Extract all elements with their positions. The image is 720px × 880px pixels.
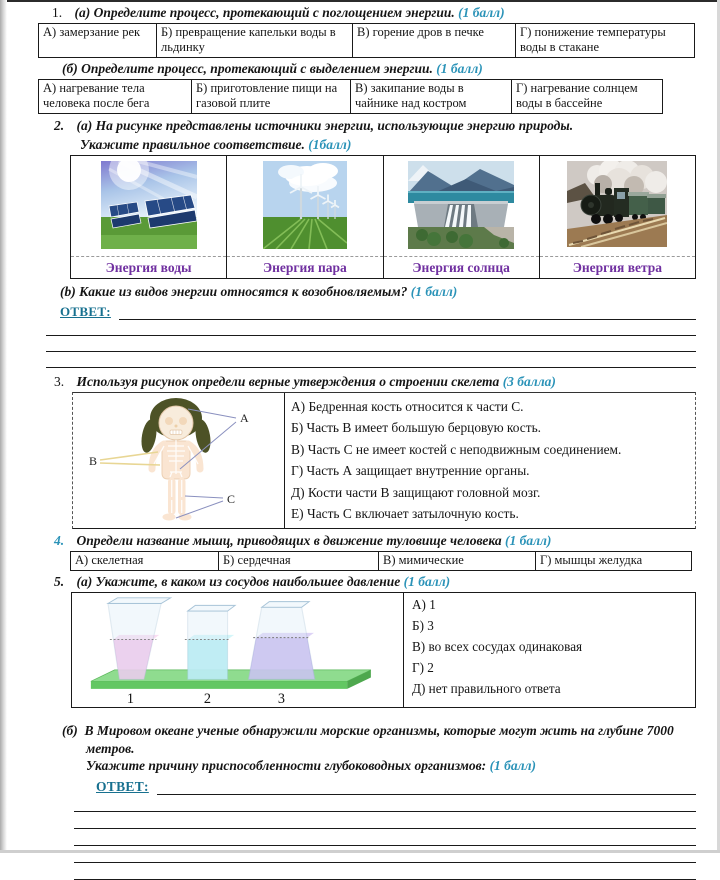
q1a-option-g: Г) понижение температуры воды в стакане [516,24,695,58]
question-2b-title: (b) Какие из видов энергии относятся к возобновляемым? [60,283,408,299]
question-2a-header [54,118,696,134]
vessels-image [77,594,399,706]
train-image-wrap [567,156,667,256]
question-5b-line2 [86,740,696,758]
q1a-option-b: Б) превращение капельки воды в льдинку [157,24,353,58]
skeleton-options-cell [285,393,695,528]
q4-option-g: Г) мышцы желудка [536,552,692,571]
q3-option-v: В) Часть С не имеет костей с неподвижным соединением. [291,441,622,457]
q4-option-b: Б) сердечная [219,552,379,571]
energy-label-4: Энергия ветра [540,256,695,278]
question-2-number: 2. [54,118,65,134]
dam-image-wrap [408,156,514,256]
energy-label-3: Энергия солнца [384,256,539,278]
question-2b-header [60,284,696,300]
hydro-dam-image [408,161,514,249]
question-5b-line1 [62,722,696,740]
q5b-answer-label: ОТВЕТ: [96,778,149,794]
question-2a-title-line1: (а) На рисунке представлены источники энергии, использующие энергию природы. [76,118,574,134]
scan-edge-top [0,0,720,2]
q3-option-e: Е) Часть С включает затылочную кость. [291,506,519,522]
question-2a-subtitle [80,137,696,153]
question-2a-title-line2: Укажите правильное соответствие. [80,136,305,152]
question-1b-score: (1 балл) [436,61,483,77]
q2b-answer-row [60,304,696,320]
energy-cell-4 [540,156,695,278]
q5b-answer-line-1 [157,781,696,795]
question-5b-text1: В Мировом океане ученые обнаружили морские организмы, которые могут жить на глубине 7000 [84,723,674,739]
question-5b-text2: метров. [86,740,135,756]
wind-turbines-image [263,161,347,249]
q5b-answer-row [96,779,696,795]
q1b-option-b: Б) приготовление пищи на газовой плите [192,80,351,114]
question-5a-title: (а) Укажите, в каком из сосудов наибольшее давление [76,574,401,590]
q4-option-v: В) мимические [379,552,536,571]
energy-cell-1 [71,156,227,278]
question-1a-header [52,5,696,21]
q2b-answer-line-4 [46,352,696,368]
energy-sources-table [70,155,696,279]
question-5b-line3 [86,757,696,775]
question-3-title: Используя рисунок определи верные утверждения о строении скелета [76,373,500,389]
q3-option-b: Б) Часть В имеет большую берцовую кость. [291,420,542,436]
q1b-option-a: А) нагревание тела человека после бега [39,80,192,114]
energy-cell-2 [227,156,383,278]
q3-option-a: А) Бедренная кость относится к части С. [291,398,524,414]
q5b-answer-line-3 [74,812,696,829]
q1a-option-v: В) горение дров в печке [353,24,516,58]
q5b-answer-line-2 [74,795,696,812]
question-1-number: 1. [52,5,63,20]
q3-option-d: Д) Кости части В защищают головной мозг. [291,484,541,500]
question-5b-text3: Укажите причину приспособленности глубоководных организмов: [86,758,487,774]
skeleton-figure-cell [73,393,285,528]
wind-image-wrap [263,156,347,256]
steam-train-image [567,161,667,247]
question-3-number: 3. [54,373,65,389]
vessels-question-box [71,592,696,708]
q5b-answer-line-6 [74,863,696,880]
question-5a-score: (1 балл) [403,574,451,590]
question-3-header [54,374,696,390]
question-3-score: (3 балла) [502,373,556,389]
question-2b-score: (1 балл) [410,283,458,299]
question-1b-options-table [38,79,663,114]
question-1b-title: (б) Определите процесс, протекающий с выделением энергии. [62,61,433,77]
vessel-number-1: 1 [126,691,134,707]
vessel-number-2: 2 [203,691,211,707]
q2b-answer-line-2 [46,320,696,336]
vessels-figure-cell [72,593,404,707]
question-1b-header [62,61,696,77]
question-5a-header [54,574,696,590]
q2b-answer-line-1 [119,306,696,320]
q2b-answer-label: ОТВЕТ: [60,303,111,319]
q5a-option-v: В) во всех сосудах одинаковая [412,639,583,655]
vessel-number-3: 3 [277,691,285,707]
question-2a-score: (1балл) [308,136,352,152]
vessels-options-cell [404,593,695,707]
energy-cell-3 [384,156,540,278]
q5b-answer-line-4 [74,829,696,846]
q2b-answer-line-3 [46,336,696,352]
question-5b-score: (1 балл) [489,758,537,774]
skeleton-figure-image [79,394,279,526]
q5a-option-a: А) 1 [412,597,436,613]
skeleton-label-a: A [239,411,249,426]
question-4-options-table [70,551,692,571]
solar-panels-image [101,161,197,249]
question-5b-prefix: (б) [62,723,78,739]
question-1a-title: (а) Определите процесс, протекающий с поглощением энергии. [74,5,455,20]
solar-image-wrap [101,156,197,256]
q5b-answer-line-5 [74,846,696,863]
question-4-title: Определи название мышц, приводящих в движение туловище человека [76,532,502,548]
question-4-header [54,533,696,549]
q5a-option-b: Б) 3 [412,618,434,634]
question-1a-options-table [38,23,695,58]
scan-edge-left [0,0,7,853]
energy-label-1: Энергия воды [71,256,226,278]
q1a-option-a: А) замерзание рек [39,24,157,58]
q5a-option-d: Д) нет правильного ответа [412,680,561,696]
q1b-option-g: Г) нагревание солнцем воды в бассейне [512,80,663,114]
question-1a-score: (1 балл) [458,5,505,20]
question-5-number: 5. [54,574,65,590]
energy-label-2: Энергия пара [227,256,382,278]
question-4-score: (1 балл) [504,532,552,548]
skeleton-question-box [72,392,696,529]
question-4-number: 4. [54,532,65,548]
q4-option-a: А) скелетная [71,552,219,571]
q1b-option-v: В) закипание воды в чайнике над костром [351,80,512,114]
skeleton-label-c: C [226,492,235,507]
q5a-option-g: Г) 2 [412,659,434,675]
skeleton-label-b: B [88,454,97,469]
q3-option-g: Г) Часть А защищает внутренние органы. [291,463,530,479]
